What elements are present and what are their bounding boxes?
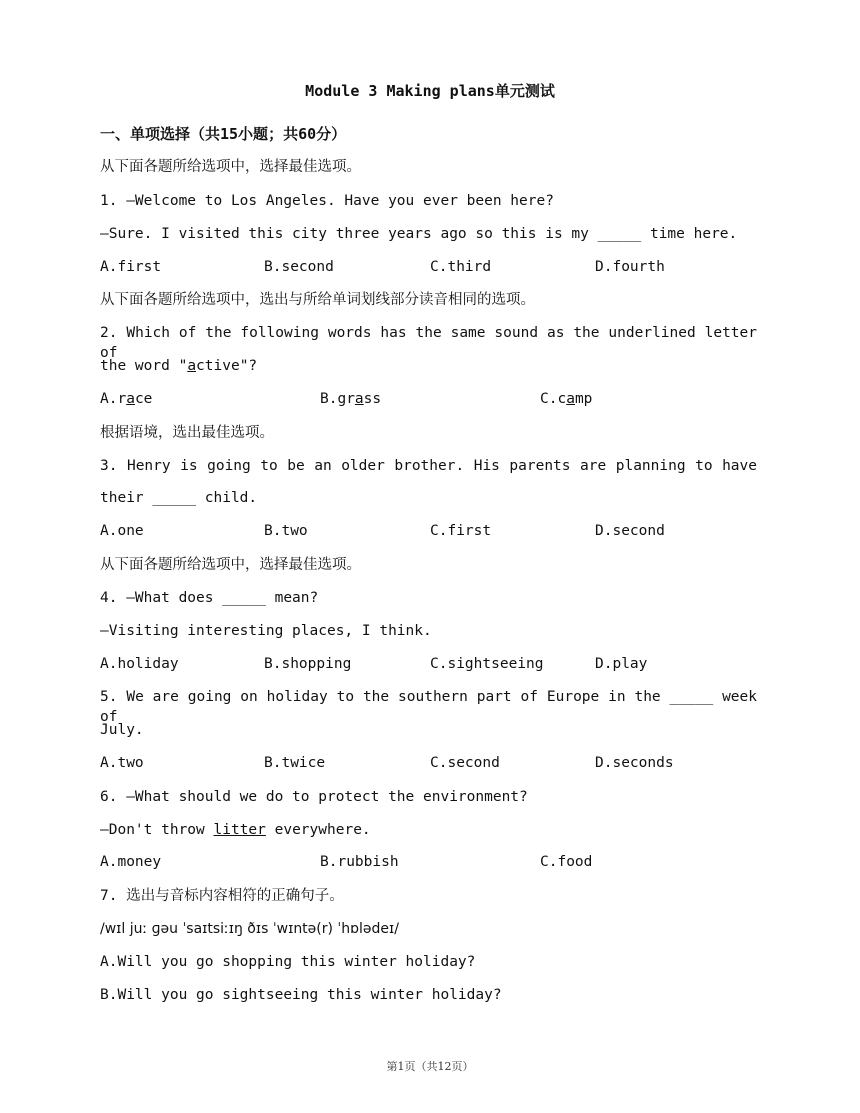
q2-option-a-post: ce: [134, 391, 153, 407]
q5-option-c: C.second: [430, 755, 500, 771]
q4-line2: —Visiting interesting places, I think.: [100, 623, 432, 639]
q4-option-c: C.sightseeing: [430, 656, 544, 672]
q7-option-a: A.Will you go shopping this winter holiday?: [100, 954, 476, 970]
page-title: Module 3 Making plans单元测试: [305, 82, 555, 100]
instruction-context: 根据语境，选出最佳选项。: [100, 425, 274, 441]
q7-line1: 7. 选出与音标内容相符的正确句子。: [100, 888, 344, 904]
q7-phonetic: /wɪl juː ɡəu ˈsaɪtsiːɪŋ ðɪs ˈwɪntə(r) ˈhɒlədeɪ/: [100, 921, 399, 937]
q6-option-b: B.rubbish: [320, 854, 399, 870]
q6-option-a: A.money: [100, 854, 162, 870]
q2-option-b-pre: B.gr: [320, 391, 355, 407]
q3-option-c: C.first: [430, 523, 492, 539]
q5-option-a: A.two: [100, 755, 144, 771]
q2-option-a-pre: A.r: [100, 391, 127, 407]
q1-line1: 1. —Welcome to Los Angeles. Have you ever been here?: [100, 193, 554, 209]
q2-line2: [100, 356, 257, 376]
instruction-phonetic: 从下面各题所给选项中，选出与所给单词划线部分读音相同的选项。: [100, 292, 535, 308]
q1-line2: —Sure. I visited this city three years ago so this is my _____ time here.: [100, 226, 738, 242]
q2-option-c: [540, 389, 592, 409]
q4-line1: 4. —What does _____ mean?: [100, 590, 319, 606]
q4-option-b: B.shopping: [264, 656, 352, 672]
q6-line2-post: everywhere.: [265, 822, 371, 838]
q2-option-b: [320, 389, 381, 409]
q6-option-c: C.food: [540, 854, 593, 870]
q4-option-a: A.holiday: [100, 656, 179, 672]
q1-option-d: D.fourth: [595, 259, 665, 275]
q5-option-b: B.twice: [264, 755, 326, 771]
instruction-choose-best-2: 从下面各题所给选项中，选择最佳选项。: [100, 557, 361, 573]
q6-line2-pre: —Don't throw: [100, 822, 214, 838]
q2-option-c-pre: C.c: [540, 391, 567, 407]
section-heading: 一、单项选择（共15小题；共60分）: [100, 125, 347, 143]
q6-underlined-word: litter: [213, 822, 266, 838]
q5-option-d: D.seconds: [595, 755, 674, 771]
q6-line1: 6. —What should we do to protect the environment?: [100, 789, 528, 805]
q2-line2-post: ctive"?: [196, 358, 258, 374]
q5-line2: July.: [100, 722, 144, 738]
q7-option-b: B.Will you go sightseeing this winter holiday?: [100, 987, 502, 1003]
q2-line2-pre: the word ": [100, 358, 188, 374]
q2-line1: 2. Which of the following words has the same sound as the underlined letter of: [100, 325, 757, 361]
q3-option-b: B.two: [264, 523, 308, 539]
q3-option-d: D.second: [595, 523, 665, 539]
q2-option-b-underlined: a: [354, 391, 364, 407]
q2-option-c-post: mp: [574, 391, 593, 407]
q3-line2: their _____ child.: [100, 490, 258, 506]
q1-option-b: B.second: [264, 259, 334, 275]
instruction-choose-best: 从下面各题所给选项中，选择最佳选项。: [100, 159, 361, 175]
q4-option-d: D.play: [595, 656, 648, 672]
q3-line1: 3. Henry is going to be an older brother. His parents are planning to have: [100, 458, 757, 474]
q2-option-a-underlined: a: [126, 391, 135, 407]
q1-option-c: C.third: [430, 259, 492, 275]
page-footer: 第1页（共12页）: [386, 1060, 474, 1073]
q2-option-c-underlined: a: [566, 391, 575, 407]
q1-option-a: A.first: [100, 259, 162, 275]
q3-option-a: A.one: [100, 523, 144, 539]
q2-option-b-post: ss: [363, 391, 382, 407]
q2-option-a: [100, 389, 152, 409]
q6-line2: [100, 820, 371, 840]
q2-underlined-letter: a: [187, 358, 197, 374]
q5-line1: 5. We are going on holiday to the southern part of Europe in the _____ week of: [100, 689, 757, 725]
